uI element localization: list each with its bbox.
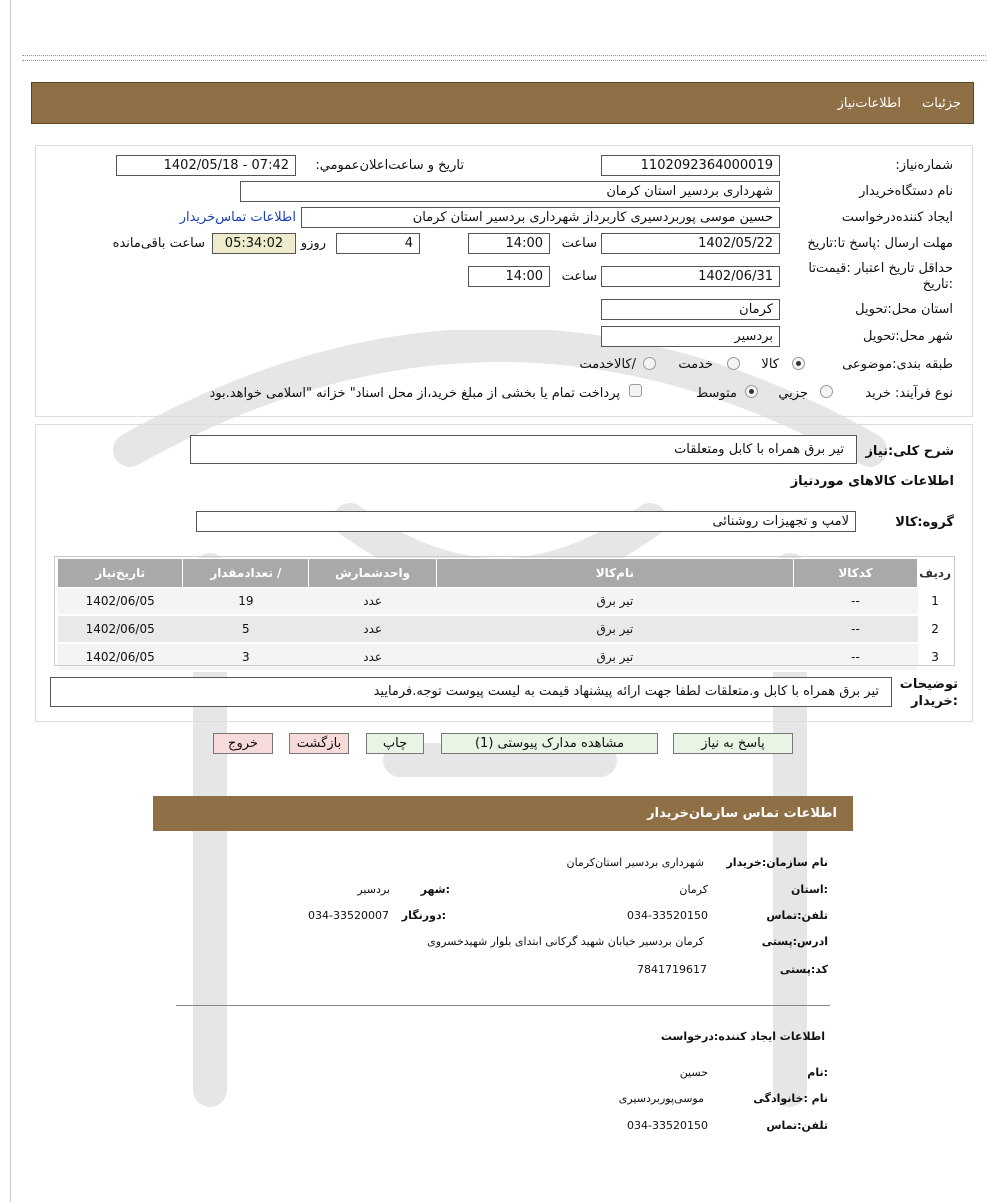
announce-field: 1402/05/18 - 07:42 (116, 155, 296, 176)
cell-qty: 19 (183, 588, 309, 616)
cell-name: تیر برق (436, 615, 793, 643)
reply-button[interactable]: پاسخ به نیاز (673, 733, 793, 754)
creator-label: ایجاد کننده‌درخواست (841, 210, 953, 225)
validity-label-line1: حداقل تاریخ اعتبار :قیمت‌تا (808, 261, 953, 276)
buyer-contact-link[interactable]: اطلاعات تماس‌خریدار (179, 210, 296, 225)
group-label: گروه:کالا (895, 515, 954, 530)
col-date: تاریخ‌نیاز (58, 559, 183, 588)
category-label: طبقه بندی:موضوعی (842, 357, 953, 372)
creator-name-value: حسین (679, 1066, 708, 1079)
buyer-notes-label-line1: توضیحات (899, 677, 958, 692)
radio-service[interactable] (727, 357, 740, 370)
deadline-date-field: 1402/05/22 (601, 233, 780, 254)
cell-unit: عدد (309, 643, 436, 671)
tab-details[interactable]: جزئیات (922, 96, 961, 111)
cell-unit: عدد (309, 615, 436, 643)
creator-family-value: موسی‌پوربردسیری (618, 1092, 704, 1105)
col-unit: واحدشمارش (309, 559, 436, 588)
cell-name: تیر برق (436, 588, 793, 616)
contact-phone-value: 034-33520150 (627, 909, 708, 922)
table-row (58, 615, 953, 643)
treasury-payment-checkbox[interactable] (629, 384, 642, 397)
table-row (58, 588, 953, 616)
creator-field: حسین موسی پوربردسیری کاربرداز شهرداری بردسیر استان کرمان (301, 207, 780, 228)
contact-section-title: اطلاعات تماس سازمان‌خریدار (647, 806, 837, 821)
contact-city-value: بردسیر (357, 883, 390, 896)
contact-postal-label: کد:پستی (779, 963, 828, 976)
contact-phone-label: تلفن:تماس (766, 909, 828, 922)
buyer-org-field: شهرداری بردسیر استان کرمان (240, 181, 780, 202)
radio-goods-service[interactable] (643, 357, 656, 370)
group-field: لامپ و تجهیزات روشنائی (196, 511, 856, 532)
contact-section-header (153, 796, 853, 831)
buyer-notes-label-line2: :خریدار (911, 694, 958, 709)
need-number-label: شماره‌نیاز: (895, 158, 953, 173)
attachments-button[interactable]: مشاهده مدارک پیوستی (1) (441, 733, 658, 754)
validity-label-line2: :تاریخ (922, 277, 953, 292)
cell-date: 1402/06/05 (58, 615, 183, 643)
contact-province-label: :استان (791, 883, 828, 896)
cell-code: -- (793, 615, 917, 643)
radio-minor[interactable] (820, 385, 833, 398)
contact-org-label: نام سازمان:خریدار (726, 856, 828, 869)
back-button[interactable]: بازگشت (289, 733, 349, 754)
treasury-payment-label: پرداخت تمام یا بخشی از مبلغ خرید،از محل اسناد" خزانه "اسلامی خواهد.بود (209, 386, 620, 401)
contact-fax-value: 034-33520007 (308, 909, 389, 922)
cell-name: تیر برق (436, 643, 793, 671)
contact-org-value: شهرداری بردسیر استان‌کرمان (566, 856, 704, 869)
announce-label: تاریخ و ساعت‌اعلان‌عمومي: (315, 158, 464, 173)
contact-city-label: :شهر (420, 883, 450, 896)
cell-date: 1402/06/05 (58, 643, 183, 671)
creator-phone-label: تلفن:تماس (766, 1119, 828, 1132)
radio-medium[interactable] (745, 385, 758, 398)
creator-family-label: نام :خانوادگی (753, 1092, 828, 1105)
purchase-type-label: نوع فرآیند: خرید (865, 386, 953, 401)
col-name: نام‌کالا (436, 559, 793, 588)
print-button[interactable]: چاپ (366, 733, 424, 754)
buyer-org-label: نام دستگاه‌خریدار (859, 184, 953, 199)
cell-row: 1 (918, 588, 953, 616)
radio-minor-label: جزیي (778, 386, 808, 401)
radio-medium-label: متوسط (696, 386, 737, 401)
radio-goods-service-label: /کالاخدمت (579, 357, 636, 372)
province-label: استان محل:تحویل (855, 302, 953, 317)
deadline-time-label: ساعت (561, 236, 597, 251)
creator-phone-value: 034-33520150 (627, 1119, 708, 1132)
radio-service-label: خدمت (678, 357, 713, 372)
contact-province-value: کرمان (679, 883, 708, 896)
summary-label: شرح کلی:نیاز (865, 444, 954, 459)
remaining-label: ساعت باقی‌مانده (112, 236, 205, 251)
province-field: کرمان (601, 299, 780, 320)
table-row (58, 643, 953, 671)
left-border-line (10, 0, 11, 1202)
contact-postal-value: 7841719617 (637, 963, 707, 976)
remaining-time-field: 05:34:02 (212, 233, 296, 254)
goods-info-title: اطلاعات کالاهای موردنیاز (790, 474, 954, 489)
tab-need-info[interactable]: اطلاعات‌نیاز (837, 96, 901, 111)
cell-code: -- (793, 643, 917, 671)
exit-button[interactable]: خروج (213, 733, 273, 754)
radio-goods-label: کالا (761, 357, 779, 372)
cell-row: 2 (918, 615, 953, 643)
creator-info-title: اطلاعات ایجاد کننده:درخواست (660, 1030, 825, 1043)
buyer-notes-field: تیر برق همراه با کابل و.متعلقات لطفا جهت ارائه پیشنهاد قیمت به لیست پیوست توجه.فرمایید (50, 677, 892, 707)
city-label: شهر محل:تحویل (863, 329, 953, 344)
days-label: روزو (300, 236, 326, 251)
radio-goods[interactable] (792, 357, 805, 370)
cell-qty: 5 (183, 615, 309, 643)
validity-time-field: 14:00 (468, 266, 550, 287)
contact-divider (176, 1005, 830, 1006)
page-title-bar (31, 82, 974, 124)
cell-row: 3 (918, 643, 953, 671)
cell-qty: 3 (183, 643, 309, 671)
summary-field: تیر برق همراه با کابل ومتعلقات (190, 435, 857, 464)
col-code: کدکالا (793, 559, 917, 588)
col-row: ردیف (918, 559, 953, 588)
need-number-field: 1102092364000019 (601, 155, 780, 176)
validity-time-label: ساعت (561, 269, 597, 284)
cell-unit: عدد (309, 588, 436, 616)
cell-code: -- (793, 588, 917, 616)
validity-date-field: 1402/06/31 (601, 266, 780, 287)
contact-address-label: ادرس:پستی (761, 935, 828, 948)
city-field: بردسیر (601, 326, 780, 347)
col-qty: / تعدادمقدار (183, 559, 309, 588)
deadline-time-field: 14:00 (468, 233, 550, 254)
contact-fax-label: :دورنگار (401, 909, 446, 922)
cell-date: 1402/06/05 (58, 588, 183, 616)
top-dotted-divider (22, 55, 986, 61)
days-field: 4 (336, 233, 420, 254)
contact-address-value: کرمان بردسیر خیابان شهید گرکانی ابتدای بلوار شهیدخسروی (427, 935, 704, 948)
items-table (57, 558, 953, 672)
creator-name-label: :نام (807, 1066, 828, 1079)
deadline-label: مهلت ارسال :پاسخ تا:تاریخ (807, 236, 953, 251)
